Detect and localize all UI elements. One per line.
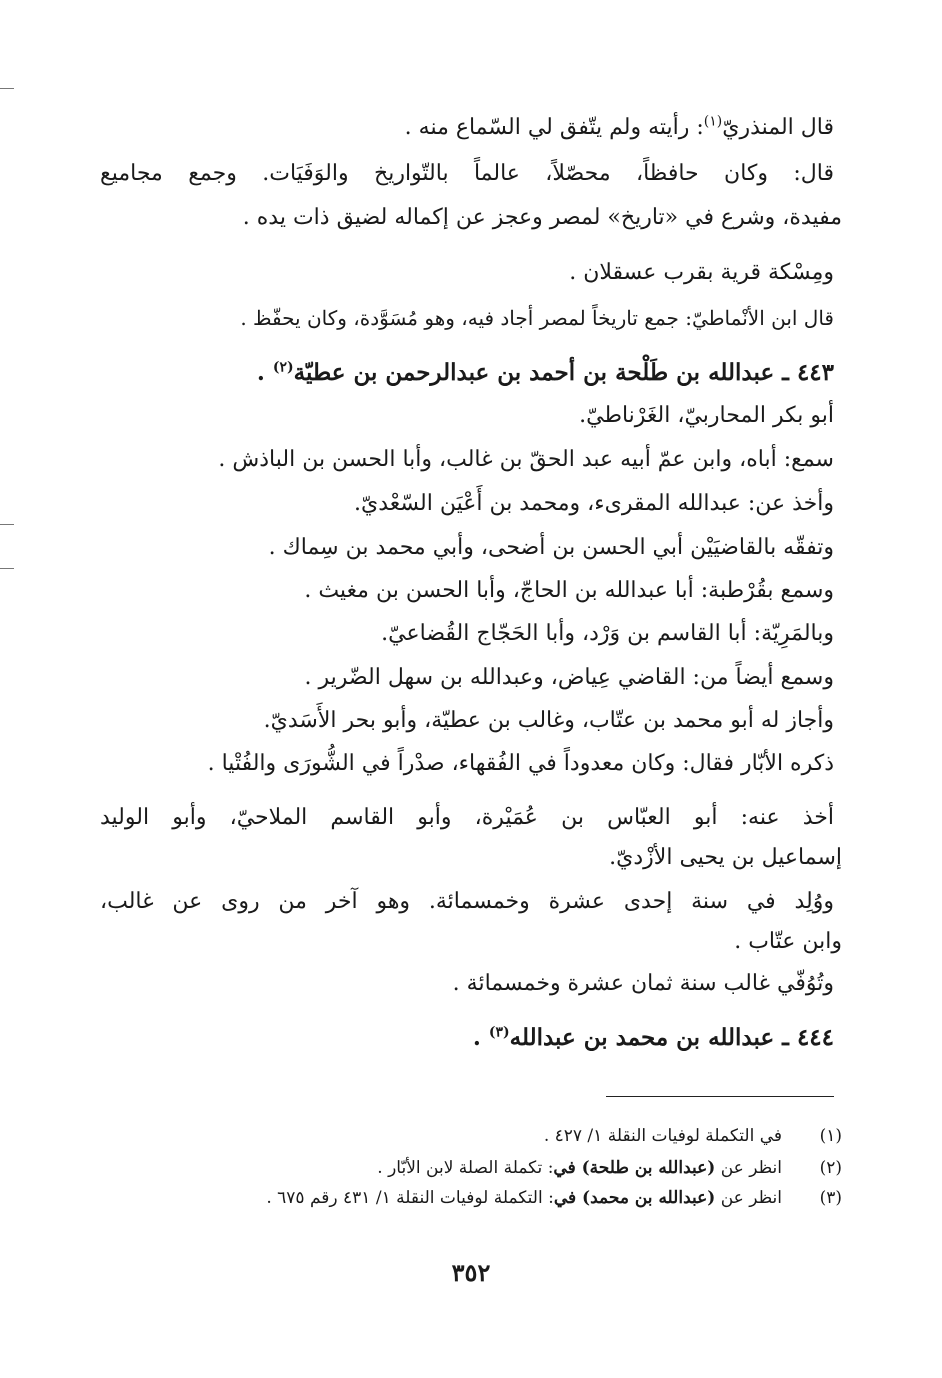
footnote-bold-text: (عبدالله بن طلحة) في <box>553 1158 716 1178</box>
body-text: إسماعيل بن يحيى الأزْديّ. <box>609 845 842 870</box>
body-line <box>100 110 834 146</box>
body-text: وبالمَرِيّة: أبا القاسم بن وَرْد، وأبا الحَجّاج القُضاعيّ. <box>381 621 834 646</box>
body-line <box>100 800 834 836</box>
footnote-text: انظر عن <box>715 1188 782 1208</box>
footnote-number: (٢) <box>819 1158 842 1178</box>
body-text: وتفقّه بالقاضيَيْن أبي الحسن بن أضحى، وأبي محمد بن سِماك . <box>268 535 834 560</box>
footnote <box>100 1154 842 1182</box>
body-text: وتُوُفّي غالب سنة ثمان عشرة وخمسمائة . <box>452 971 834 996</box>
body-line <box>100 398 834 434</box>
body-text: : رأيته ولم يتّفق لي السّماع منه . <box>404 115 704 140</box>
body-text: ووُلِد في سنة إحدى عشرة وخمسمائة. وهو آخر من روى عن غالب، <box>100 889 834 914</box>
footnote-ref[interactable]: (٣) <box>488 1024 510 1041</box>
body-line <box>100 840 842 876</box>
body-line <box>100 156 834 192</box>
body-text: وابن عتّاب . <box>734 929 842 954</box>
entry-heading <box>100 355 834 391</box>
body-text: ذكره الأبّار فقال: وكان معدوداً في الفُقهاء، صدْراً في الشُّورَى والفُتْيا . <box>207 751 834 776</box>
crop-mark <box>0 524 14 525</box>
body-text: وأخذ عن: عبدالله المقرىء، ومحمد بن أَعْيَن السّعْديّ. <box>354 491 834 516</box>
body-text: قال: وكان حافظاً، محصّلاً، عالماً بالتّواريخ والوَفَيَات. وجمع مجاميع <box>100 161 834 186</box>
body-line <box>100 966 834 1002</box>
body-text: سمع: أباه، وابن عمّ أبيه عبد الحقّ بن غالب، وأبا الحسن بن الباذش . <box>218 447 834 472</box>
body-text: قال ابن الأنْماطيّ: جمع تاريخاً لمصر أجاد فيه، وهو مُسَوَّدة، وكان يحفّظ . <box>240 306 834 330</box>
page-number: ٣٥٢ <box>451 1258 491 1287</box>
body-line <box>100 884 834 920</box>
heading-text: ٤٤٤ ـ عبدالله بن محمد بن عبدالله <box>509 1024 834 1051</box>
crop-mark <box>0 568 14 569</box>
footnote-separator <box>606 1096 834 1097</box>
body-line <box>100 486 834 522</box>
body-text: وسمع أيضاً من: القاضي عِياض، وعبدالله بن سهل الضّرير . <box>304 665 834 690</box>
body-text: وسمع بقُرْطبة: أبا عبدالله بن الحاجّ، وأبا الحسن بن مغيث . <box>304 578 834 603</box>
body-line <box>100 300 834 336</box>
body-text: ومِسْكة قرية بقرب عسقلان . <box>569 260 834 285</box>
body-text: مفيدة، وشرع في «تاريخ» لمصر وعجز عن إكماله لضيق ذات يده . <box>242 205 842 230</box>
body-text: قال المنذريّ <box>722 115 834 140</box>
body-line <box>100 703 834 739</box>
heading-text: . <box>256 359 273 386</box>
footnote-text: : التكملة لوفيات النقلة ١/ ٤٣١ رقم ٦٧٥ . <box>266 1188 554 1208</box>
footnote-text: : تكملة الصلة لابن الأبّار . <box>377 1158 554 1178</box>
body-text: وأجاز له أبو محمد بن عتّاب، وغالب بن عطيّة، وأبو بحر الأَسَديّ. <box>263 708 834 733</box>
body-line <box>100 616 834 652</box>
body-line <box>100 573 834 609</box>
body-line <box>100 200 842 236</box>
footnote-ref[interactable]: (١) <box>703 113 723 130</box>
footnote-number: (٣) <box>819 1188 842 1208</box>
body-text: أخذ عنه: أبو العبّاس بن عُمَيْرة، وأبو القاسم الملاحيّ، وأبو الوليد <box>100 805 834 830</box>
footnote-bold-text: (عبدالله بن محمد) في <box>553 1188 716 1208</box>
heading-text: ٤٤٣ ـ عبدالله بن طَلْحة بن أحمد بن عبدالرحمن بن عطيّة <box>293 359 834 386</box>
footnote <box>100 1184 842 1212</box>
crop-mark <box>0 88 14 89</box>
body-line <box>100 255 834 291</box>
body-line <box>100 924 842 960</box>
body-line <box>100 442 834 478</box>
footnote-ref[interactable]: (٢) <box>272 359 294 376</box>
entry-heading <box>100 1020 834 1056</box>
body-text: أبو بكر المحاربيّ، الغَرْناطيّ. <box>579 403 834 428</box>
body-line <box>100 660 834 696</box>
footnote-text: انظر عن <box>715 1158 782 1178</box>
footnote-text: في التكملة لوفيات النقلة ١/ ٤٢٧ . <box>543 1126 782 1146</box>
heading-text: . <box>472 1024 489 1051</box>
body-line <box>100 746 834 782</box>
footnote-number: (١) <box>819 1126 842 1146</box>
body-line <box>100 530 834 566</box>
footnote <box>100 1122 842 1150</box>
